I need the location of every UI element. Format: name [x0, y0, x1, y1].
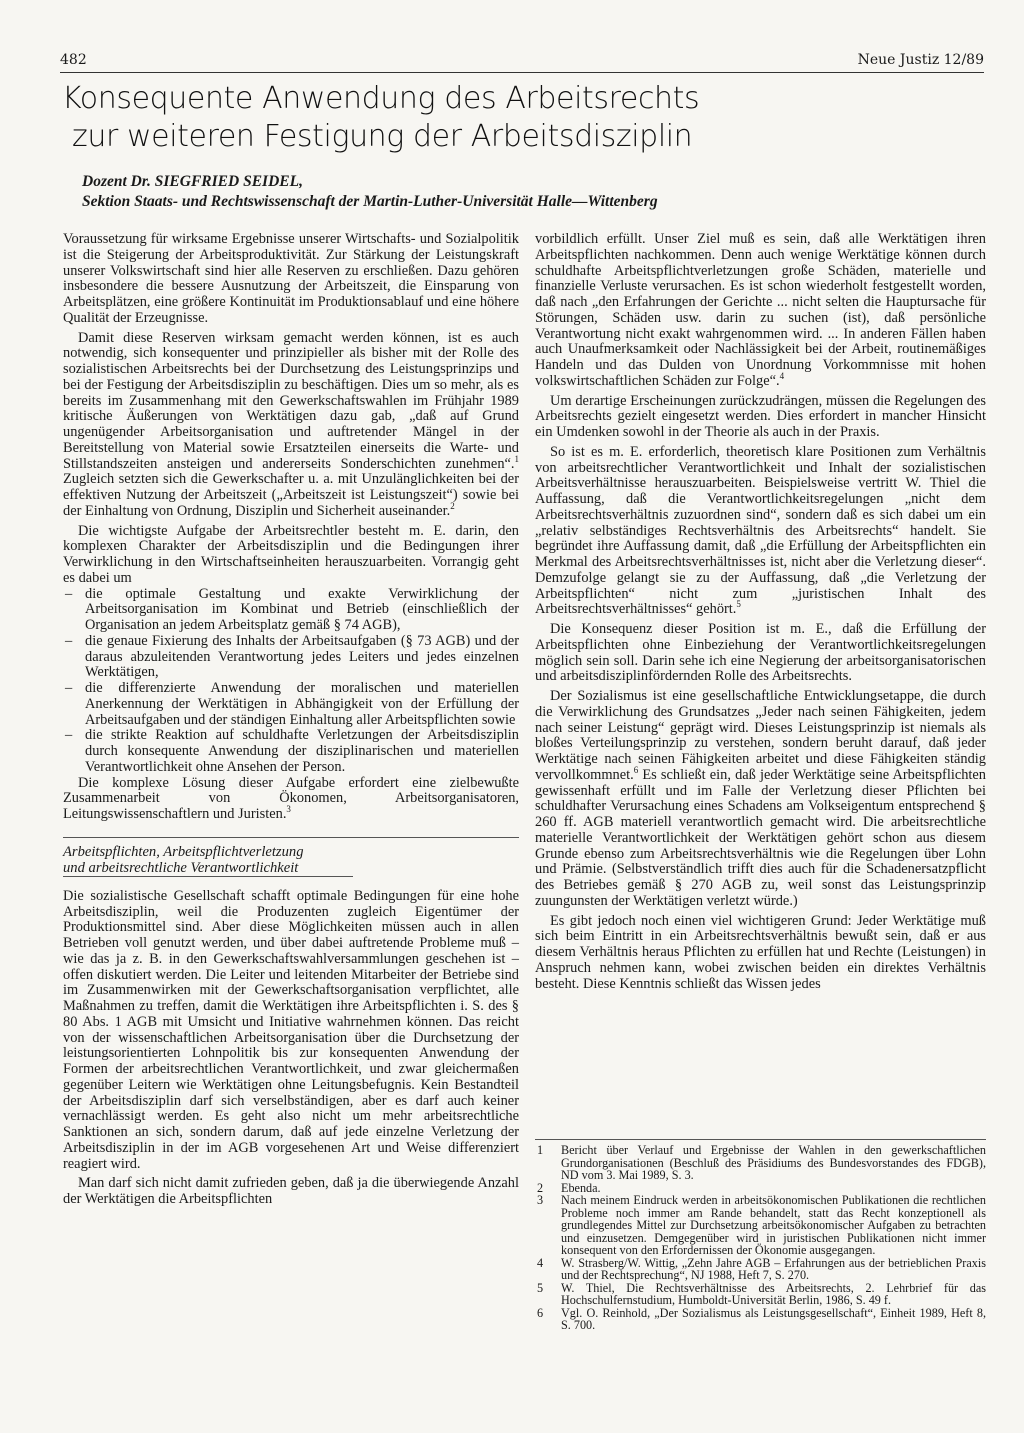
paragraph: Die Konsequenz dieser Position ist m. E., daß die Erfüllung der Arbeitspflichten ohne Einbeziehung der Verantwortlichkeitsregelungen möglich sein soll. Darin sehe ich eine Negierung der arbeitsorganisatorischen und arbeitsdisziplinfördernden Rolle des Arbeitsrechts. [535, 621, 986, 685]
paragraph: Der Sozialismus ist eine gesellschaftliche Entwicklungsetappe, die durch die Verwirklichung des Grundsatzes „Jeder nach seinen Fähigkeiten, jedem nach seiner Leistung“ geprägt wird. Dieses Leistungsprinzip ist niemals als bloßes Verteilungsprinzip zu verstehen, sondern beruht darauf, daß jeder Werktätige nach seinen Fähigkeiten arbeitet und diese Fähigkeiten ständig vervollkommnet.$^6$ Es schließt ein, daß jeder Werktätige seine Arbeitspflichten gewissenhaft erfüllt und im Falle der Verletzung dieser Pflichten bei schuldhafter Verursachung eines Schadens am Volkseigentum entsprechend § 260 ff. AGB materiell verantwortlich gemacht wird. Die arbeitsrechtliche materielle Verantwortlichkeit der Werktätigen gehört schon aus diesem Grunde ebenso zum Arbeitsrechtsverhältnis wie die Regelungen über Lohn und Prämie. (Selbstverständlich trifft dies auch für die Schadenersatzpflicht des Betriebes gemäß § 270 AGB zu, weil sonst das Leistungsprinzip zuungunsten der Werktätigen verletzt würde.) [535, 688, 986, 909]
footnote-ref[interactable]: 3 [286, 804, 291, 815]
author-affiliation: Sektion Staats- und Rechtswissenschaft der Martin-Luther-Universität Halle—Wittenberg [82, 193, 658, 210]
footnote-ref[interactable]: 4 [779, 370, 785, 381]
section-heading-line-2: und arbeitsrechtliche Verantwortlichkeit [63, 859, 299, 876]
running-head [60, 52, 984, 73]
footnote-ref[interactable]: 1 [514, 453, 519, 464]
section-heading [63, 837, 519, 877]
journal-issue: Neue Justiz 12/89 [857, 52, 984, 68]
paragraph: Um derartige Erscheinungen zurückzudrängen, müssen die Regelungen des Arbeitsrechts gezielt eingesetzt werden. Dies erfordert in mancher Hinsicht ein Umdenken sowohl in der Theorie als auch in der Praxis. [535, 392, 986, 440]
footnote: 2 Ebenda. [537, 1180, 601, 1195]
footnote: 5 W. Thiel, Die Rechtsverhältnisse des Arbeitsrechts, 2. Lehrbrief für das Hochschulfernstudium, Humboldt-Universität Berlin, 1986, S. 49 f. [537, 1280, 986, 1307]
paragraph: Es gibt jedoch noch einen viel wichtigeren Grund: Jeder Werktätige muß sich beim Eintritt in ein Arbeitsrechtsverhältnis bewußt sein, daß er aus diesem Verhältnis heraus Pflichten zu erfüllen hat und Rechte (Leistungen) in Anspruch nehmen kann, wobei zwischen beiden ein direktes Verhältnis besteht. Diese Kenntnis schließt das Wissen jedes [535, 912, 986, 992]
article-title [62, 80, 962, 156]
left-column [63, 232, 519, 1208]
footnote: 6 Vgl. O. Reinhold, „Der Sozialismus als Leistungsgesellschaft“, Einheit 1989, Heft 8, S. 700. [537, 1305, 986, 1332]
paragraph: So ist es m. E. erforderlich, theoretisch klare Positionen zum Verhältnis von arbeitsrechtlicher Verantwortlichkeit und Inhalt der sozialistischen Arbeitsverhältnisse herauszuarbeiten. Beispielsweise vertritt W. Thiel die Auffassung, daß die Verantwortlichkeitsregelungen „nicht dem Arbeitsrechtsverhältnis zuzuordnen sind“, sondern daß es sich dabei um ein „relativ selbständiges Rechtsverhältnis des Arbeitsrechts“ handelt. Sie begründet ihre Auffassung damit, daß „die Erfüllung der Arbeitspflichten ein Merkmal des Arbeitsrechtsverhältnisses ist, nicht aber die Verletzung dieser“. Demzufolge gelangt sie zu der Auffassung, daß „die Verletzung der Arbeitspflichten“ nicht zum „juristischen Inhalt des Arbeitsrechtsverhältnisses“ gehört.$^5$ [535, 443, 986, 618]
heading-rule [63, 876, 353, 877]
paragraph: Die wichtigste Aufgabe der Arbeitsrechtler besteht m. E. darin, den komplexen Charakter der Arbeitsdisziplin und die Bedingungen ihrer Verwirklichung in den Wirtschaftseinheiten herauszuarbeiten. Vorrangig geht es dabei um [63, 522, 519, 586]
list-item: – die strikte Reaktion auf schuldhafte Verletzungen der Arbeitsdisziplin durch konsequente Anwendung der disziplinarischen und materiellen Verantwortlichkeit ohne Ansehen der Person. [63, 728, 519, 775]
right-column [535, 232, 986, 992]
footnote-ref[interactable]: 5 [736, 599, 741, 610]
list-item: – die genaue Fixierung des Inhalts der Arbeitsaufgaben (§ 73 AGB) und der daraus abzuleitenden Verantwortung jedes Leiters und jedes einzelnen Werktätigen, [63, 634, 519, 681]
footnote: 3 Nach meinem Eindruck werden in arbeitsökonomischen Publikationen die rechtlichen Probleme noch immer am Rande behandelt, statt das Recht konzeptionell als grundlegendes Mittel zur Durchsetzung arbeitsökonomischer Aufgaben zu betrachten und einzusetzen. Demgegenüber wird in juristischen Publikationen nicht immer konsequent von den Erfordernissen der Ökonomie ausgegangen. [537, 1193, 986, 1257]
footnote-ref[interactable]: 6 [633, 764, 639, 775]
section-heading-line-1: Arbeitspflichten, Arbeitspflichtverletzung [63, 843, 304, 860]
footnote-ref[interactable]: 2 [450, 500, 455, 511]
footnotes [535, 1139, 986, 1332]
title-line-1: Konsequente Anwendung des Arbeitsrechts [62, 81, 700, 116]
paragraph: Die komplexe Lösung dieser Aufgabe erfordert eine zielbewußte Zusammenarbeit von Ökonomen, Arbeitsorganisatoren, Leitungswissenschaftlern und Juristen.$^3$ [63, 774, 519, 822]
page-number: 482 [60, 52, 87, 68]
list-item: – die differenzierte Anwendung der moralischen und materiellen Anerkennung der Werktätigen in Abhängigkeit von der Erfüllung der Arbeitsaufgaben und der ständigen Einhaltung aller Arbeitspflichten sowie [63, 681, 519, 728]
paragraph: Die sozialistische Gesellschaft schafft optimale Bedingungen für eine hohe Arbeitsdisziplin, weil die Produzenten zugleich Eigentümer der Produktionsmittel sind. Aber diese Möglichkeiten müssen auch in allen Betrieben voll genutzt werden, und über dabei auftretende Probleme muß – wie das ja z. B. in den Gewerkschaftswahlversammlungen geschehen ist – offen diskutiert werden. Die Leiter und leitenden Mitarbeiter der Betriebe sind im Zusammenwirken mit der Gewerkschaftsorganisation verpflichtet, alle Maßnahmen zu treffen, damit die Werktätigen ihre Arbeitspflichten i. S. des § 80 Abs. 1 AGB mit Umsicht und Initiative wahrnehmen können. Das reicht von der wissenschaftlichen Arbeitsorganisation über die Durchsetzung der leistungsorientierten Lohnpolitik bis zur konsequenten Anwendung der Formen der arbeitsrechtlichen Verantwortlichkeit, und zwar gleichermaßen gegenüber Leitern wie Werktätigen ohne Leitungsbefugnis. Kein Bestandteil der Arbeitsdisziplin darf sich verselbständigen, aber es darf auch keiner vernachlässigt werden. Es geht also nicht um mehr arbeitsrechtliche Sanktionen an sich, sondern darum, daß auf jede einzelne Verletzung der Arbeitsdisziplin in der im AGB vorgesehenen Art und Weise differenziert reagiert wird. [63, 887, 519, 1172]
bullet-list [63, 587, 519, 776]
paragraph: Damit diese Reserven wirksam gemacht werden können, ist es auch notwendig, sich konsequenter und prinzipieller als bisher mit der Rolle des sozialistischen Arbeitsrechts bei der Durchsetzung des Leistungsprinzips und bei der Festigung der Arbeitsdisziplin zu beschäftigen. Dies um so mehr, als es bereits im Zusammenhang mit den Gewerkschaftswahlen im Frühjahr 1989 kritische Äußerungen von Werktätigen dazu gab, „daß auf Grund ungenügender Arbeitsorganisation und auftretender Mängel in der Bereitstellung von Material sowie Ersatzteilen einerseits die Warte- und Stillstandszeiten ansteigen und andererseits Sonderschichten zunehmen“.$^1$ Zugleich setzten sich die Gewerkschafter u. a. mit Unzulänglichkeiten bei der effektiven Nutzung der Arbeitszeit („Arbeitszeit ist Leistungszeit“) sowie bei der Einhaltung von Ordnung, Disziplin und Sicherheit auseinander.$^2$ [63, 329, 519, 519]
footnote: 1 Bericht über Verlauf und Ergebnisse der Wahlen in den gewerkschaftlichen Grundorganisationen (Beschluß des Präsidiums des Bundesvorstandes des FDGB), ND vom 3. Mai 1989, S. 3. [537, 1143, 986, 1182]
paragraph: Voraussetzung für wirksame Ergebnisse unserer Wirtschafts- und Sozialpolitik ist die Steigerung der Arbeitsproduktivität. Zur Stärkung der Leistungskraft unserer Volkswirtschaft sind hier alle Reserven zu erschließen. Dazu gehören insbesondere die bessere Ausnutzung der Arbeitszeit, die Einsparung von Arbeitsplätzen, eine größere Kontinuität im Produktionsablauf und eine höhere Qualität der Erzeugnisse. [63, 231, 519, 326]
author-name: Dozent Dr. SIEGFRIED SEIDEL, [82, 173, 303, 190]
paragraph: vorbildlich erfüllt. Unser Ziel muß es sein, daß alle Werktätigen ihren Arbeitspflichten nachkommen. Denn auch wenige Werktätige können durch schuldhafte Arbeitspflichtverletzungen große Schäden, materielle und finanzielle Verluste verursachen. Es ist schon wiederholt festgestellt worden, daß nach „den Erfahrungen der Gerichte ... nicht selten die Hauptursache für Störungen, Schäden usw. darin zu suchen (ist), daß persönliche Verantwortung nicht exakt wahrgenommen wird. ... In anderen Fällen haben auch Unaufmerksamkeit oder Nachlässigkeit bei der Arbeit, routinemäßiges Handeln und das Dulden von Unordnung Vorkommnisse mit hohen volkswirtschaftlichen Schäden zur Folge“.$^4$ [535, 231, 986, 389]
author-block [82, 172, 982, 212]
paragraph: Man darf sich nicht damit zufrieden geben, daß ja die überwiegende Anzahl der Werktätigen die Arbeitspflichten [63, 1175, 519, 1207]
list-item: – die optimale Gestaltung und exakte Verwirklichung der Arbeitsorganisation im Kombinat und Betrieb (einschließlich der Organisation an jedem Arbeitsplatz gemäß § 74 AGB), [63, 587, 519, 634]
title-line-2: zur weiteren Festigung der Arbeitsdisziplin [72, 119, 693, 154]
footnote: 4 W. Strasberg/W. Wittig, „Zehn Jahre AGB – Erfahrungen aus der betrieblichen Praxis und der Rechtsprechung“, NJ 1988, Heft 7, S. 270. [537, 1255, 986, 1282]
